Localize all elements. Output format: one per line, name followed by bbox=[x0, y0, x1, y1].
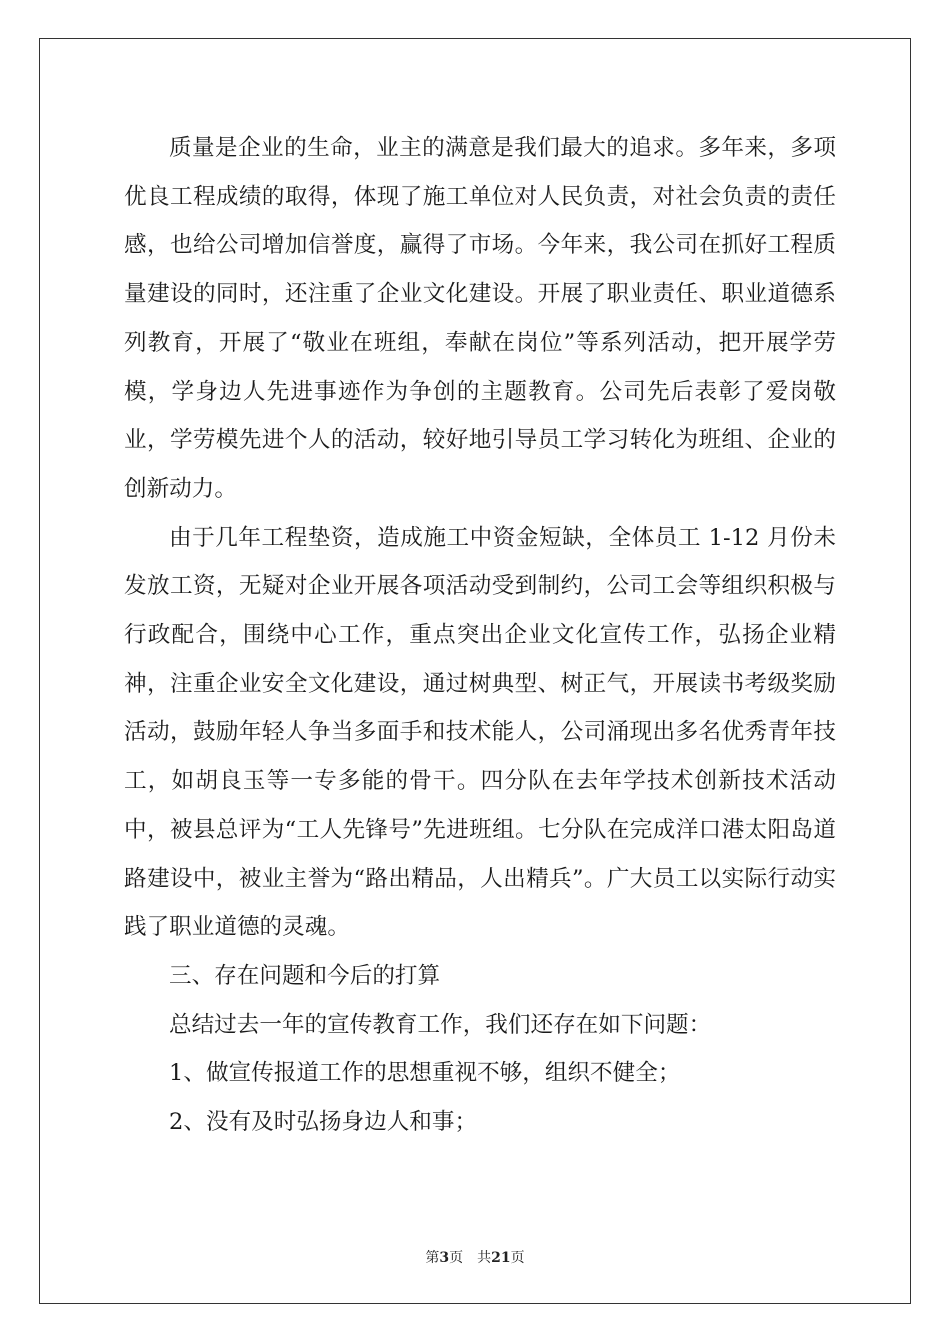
page-suffix: 页 bbox=[449, 1250, 464, 1266]
page-footer bbox=[0, 1247, 950, 1267]
page-prefix: 第 bbox=[425, 1250, 440, 1266]
section-heading-problems: 三、存在问题和今后的打算 bbox=[169, 962, 441, 989]
page-number: 3 bbox=[439, 1250, 450, 1266]
paragraph-funding: 由于几年工程垫资，造成施工中资金短缺，全体员工 1-12 月份未发放工资，无疑对企业开展各项活动受到制约，公司工会等组织积极与行政配合，围绕中心工作，重点突出企业文化宣传工作，弘扬企业精神，注重企业安全文化建设，通过树典型、树正气，开展读书考级奖励活动，鼓励年轻人争当多面手和技术能人，公司涌现出多名优秀青年技工，如胡良玉等一专多能的骨干。四分队在去年学技术创新技术活动中，被县总评为“工人先锋号”先进班组。七分队在完成洋口港太阳岛道路建设中，被业主誉为“路出精品，人出精兵”。广大员工以实际行动实践了职业道德的灵魂。 bbox=[124, 524, 836, 941]
paragraph-summary: 总结过去一年的宣传教育工作，我们还存在如下问题： bbox=[169, 1011, 712, 1038]
total-pages: 21 bbox=[491, 1250, 511, 1266]
paragraph-quality: 质量是企业的生命，业主的满意是我们最大的追求。多年来，多项优良工程成绩的取得，体现了施工单位对人民负责，对社会负责的责任感，也给公司增加信誉度，赢得了市场。今年来，我公司在抓好工程质量建设的同时，还注重了企业文化建设。开展了职业责任、职业道德系列教育，开展了“敬业在班组，奉献在岗位”等系列活动，把开展学劳模，学身边人先进事迹作为争创的主题教育。公司先后表彰了爱岗敬业，学劳模先进个人的活动，较好地引导员工学习转化为班组、企业的创新动力。 bbox=[124, 135, 836, 502]
document-body bbox=[124, 124, 836, 1147]
list-item-1: 1、做宣传报道工作的思想重视不够，组织不健全； bbox=[169, 1060, 681, 1087]
list-item-2: 2、没有及时弘扬身边人和事； bbox=[169, 1109, 478, 1136]
total-prefix: 共 bbox=[477, 1250, 492, 1266]
total-suffix: 页 bbox=[510, 1250, 525, 1266]
